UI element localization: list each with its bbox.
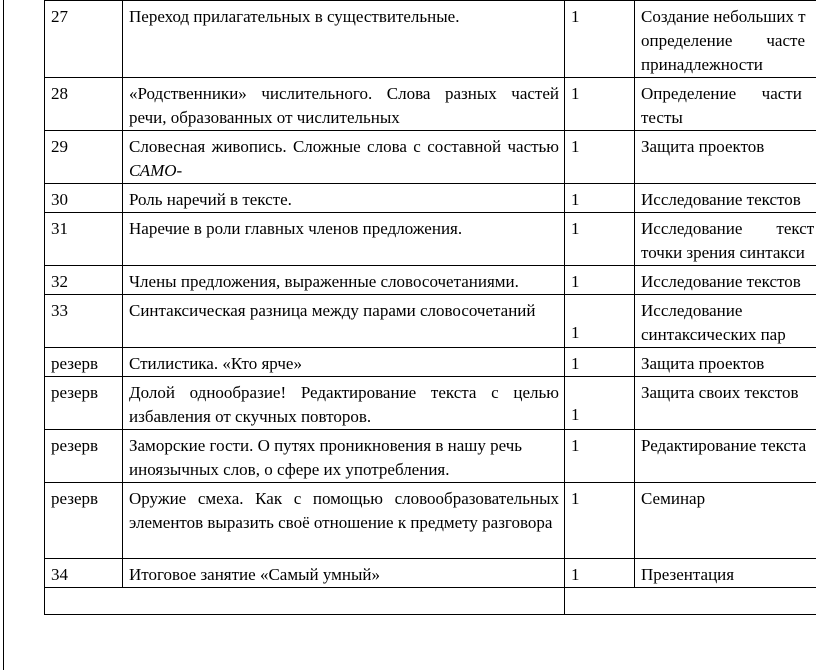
lesson-form: Редактирование текста [635,430,816,483]
table-row [45,483,816,559]
lesson-number: резерв [45,483,123,559]
lesson-form: Исследование текстов [635,184,816,213]
lesson-number: 27 [45,1,123,78]
lesson-hours: 1 [565,1,635,78]
lesson-number: 34 [45,559,123,588]
table-row [45,377,816,430]
lesson-number: 29 [45,131,123,184]
lesson-topic-italic: САМО- [129,161,183,180]
lesson-number: 28 [45,78,123,131]
lesson-hours: 1 [565,377,635,430]
lesson-number: 30 [45,184,123,213]
lesson-hours: 1 [565,131,635,184]
table-row [45,295,816,348]
lesson-topic: Стилистика. «Кто ярче» [123,348,565,377]
lesson-hours: 1 [565,483,635,559]
page-left-border [3,0,4,670]
lesson-hours: 1 [565,559,635,588]
lesson-form: Определение части тесты [635,78,816,131]
lesson-topic: Члены предложения, выраженные словосочетаниями. [123,266,565,295]
lesson-number: 31 [45,213,123,266]
lesson-hours: 1 [565,184,635,213]
table-row [45,213,816,266]
table-row [45,184,816,213]
lesson-hours: 1 [565,348,635,377]
lesson-topic: Итоговое занятие «Самый умный» [123,559,565,588]
lesson-topic: Переход прилагательных в существительные. [123,1,565,78]
lesson-form: Презентация [635,559,816,588]
lesson-number: 33 [45,295,123,348]
lesson-number: резерв [45,430,123,483]
curriculum-table [44,0,816,615]
lesson-topic: Наречие в роли главных членов предложения. [123,213,565,266]
lesson-hours: 1 [565,430,635,483]
lesson-number: 32 [45,266,123,295]
empty-cell [45,588,565,615]
lesson-topic: «Родственники» числительного. Слова разных частей речи, образованных от числительных [123,78,565,131]
lesson-form: Защита своих текстов [635,377,816,430]
table-row [45,430,816,483]
empty-row [45,588,816,615]
lesson-topic: Заморские гости. О путях проникновения в нашу речь иноязычных слов, о сфере их употребления. [123,430,565,483]
blank-area [565,588,816,615]
lesson-form: Семинар [635,483,816,559]
lesson-topic: Роль наречий в тексте. [123,184,565,213]
lesson-hours: 1 [565,78,635,131]
table-row [45,266,816,295]
table-row [45,78,816,131]
lesson-form: Исследование синтаксических пар [635,295,816,348]
lesson-form: Исследование текстов [635,266,816,295]
lesson-hours: 1 [565,266,635,295]
table-row [45,559,816,588]
lesson-form: Защита проектов [635,131,816,184]
lesson-number: резерв [45,377,123,430]
lesson-topic: Синтаксическая разница между парами словосочетаний [123,295,565,348]
lesson-topic: Оружие смеха. Как с помощью словообразовательных элементов выразить своё отношение к предмету разговора [123,483,565,559]
lesson-hours: 1 [565,213,635,266]
table-row [45,131,816,184]
lesson-form: Создание небольших т определение часте принадлежности [635,1,816,78]
lesson-form: Защита проектов [635,348,816,377]
lesson-topic: Словесная живопись. Сложные слова с составной частью САМО- [123,131,565,184]
table-row [45,348,816,377]
table-row [45,1,816,78]
lesson-topic: Долой однообразие! Редактирование текста с целью избавления от скучных повторов. [123,377,565,430]
lesson-hours: 1 [565,295,635,348]
lesson-number: резерв [45,348,123,377]
lesson-form: Исследование текст точки зрения синтакси [635,213,816,266]
